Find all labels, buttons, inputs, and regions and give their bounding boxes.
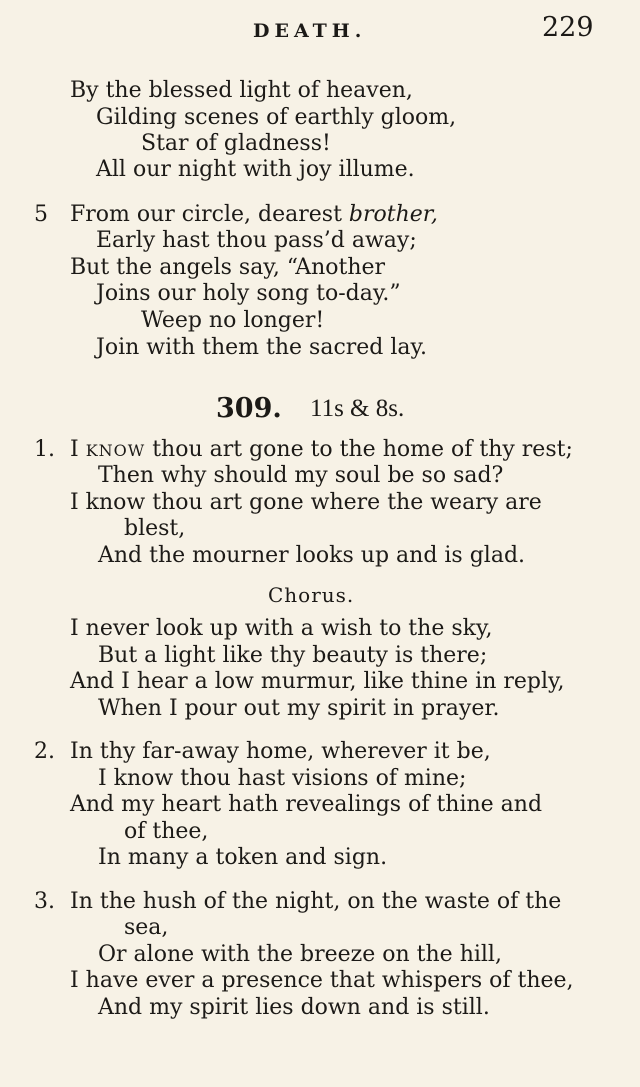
verse-line: I KNOW thou art gone to the home of thy rest;	[70, 437, 573, 462]
verse-line: And the mourner looks up and is glad.	[98, 543, 526, 568]
chorus-line: But a light like thy beauty is there;	[98, 643, 488, 668]
hymn-meter: 11s & 8s.	[310, 395, 405, 422]
chorus-line: When I pour out my spirit in prayer.	[98, 696, 500, 721]
hymn-number: 309.	[216, 393, 282, 424]
stanza-number: 5	[34, 202, 48, 227]
verse-line: In many a token and sign.	[98, 845, 388, 870]
verse-line: I have ever a presence that whispers of thee,	[70, 968, 574, 993]
verse-line: Or alone with the breeze on the hill,	[98, 942, 502, 967]
stanza-line: By the blessed light of heaven,	[70, 78, 413, 103]
verse-line: I know thou art gone where the weary are	[70, 490, 542, 515]
stanza-line: Early hast thou pass’d away;	[96, 228, 417, 253]
verse-line: blest,	[124, 516, 186, 541]
verse-number: 2.	[34, 739, 55, 764]
verse-number: 1.	[34, 437, 55, 462]
verse-line: In the hush of the night, on the waste of the	[70, 889, 562, 914]
stanza-line: Join with them the sacred lay.	[96, 335, 428, 360]
verse-line: And my spirit lies down and is still.	[98, 995, 490, 1020]
stanza-line: But the angels say, “Another	[70, 255, 386, 280]
verse-line: In thy far-away home, wherever it be,	[70, 739, 491, 764]
chorus-line: I never look up with a wish to the sky,	[70, 616, 493, 641]
page-number: 229	[542, 12, 594, 43]
stanza-line: Star of gladness!	[141, 131, 331, 156]
chorus-label: Chorus.	[268, 583, 355, 607]
stanza-line: Weep no longer!	[141, 308, 325, 333]
verse-line: And my heart hath revealings of thine and	[70, 792, 543, 817]
stanza-line: Joins our holy song to-day.”	[96, 281, 401, 306]
verse-line: Then why should my soul be so sad?	[98, 463, 504, 488]
stanza-line: All our night with joy illume.	[96, 157, 415, 182]
verse-line: I know thou hast visions of mine;	[98, 766, 467, 791]
verse-number: 3.	[34, 889, 55, 914]
verse-line: sea,	[124, 915, 169, 940]
chorus-line: And I hear a low murmur, like thine in reply,	[70, 669, 565, 694]
verse-line: of thee,	[124, 819, 209, 844]
stanza-line: From our circle, dearest brother,	[70, 202, 438, 227]
running-header: DEATH.	[253, 20, 367, 42]
stanza-line: Gilding scenes of earthly gloom,	[96, 105, 457, 130]
